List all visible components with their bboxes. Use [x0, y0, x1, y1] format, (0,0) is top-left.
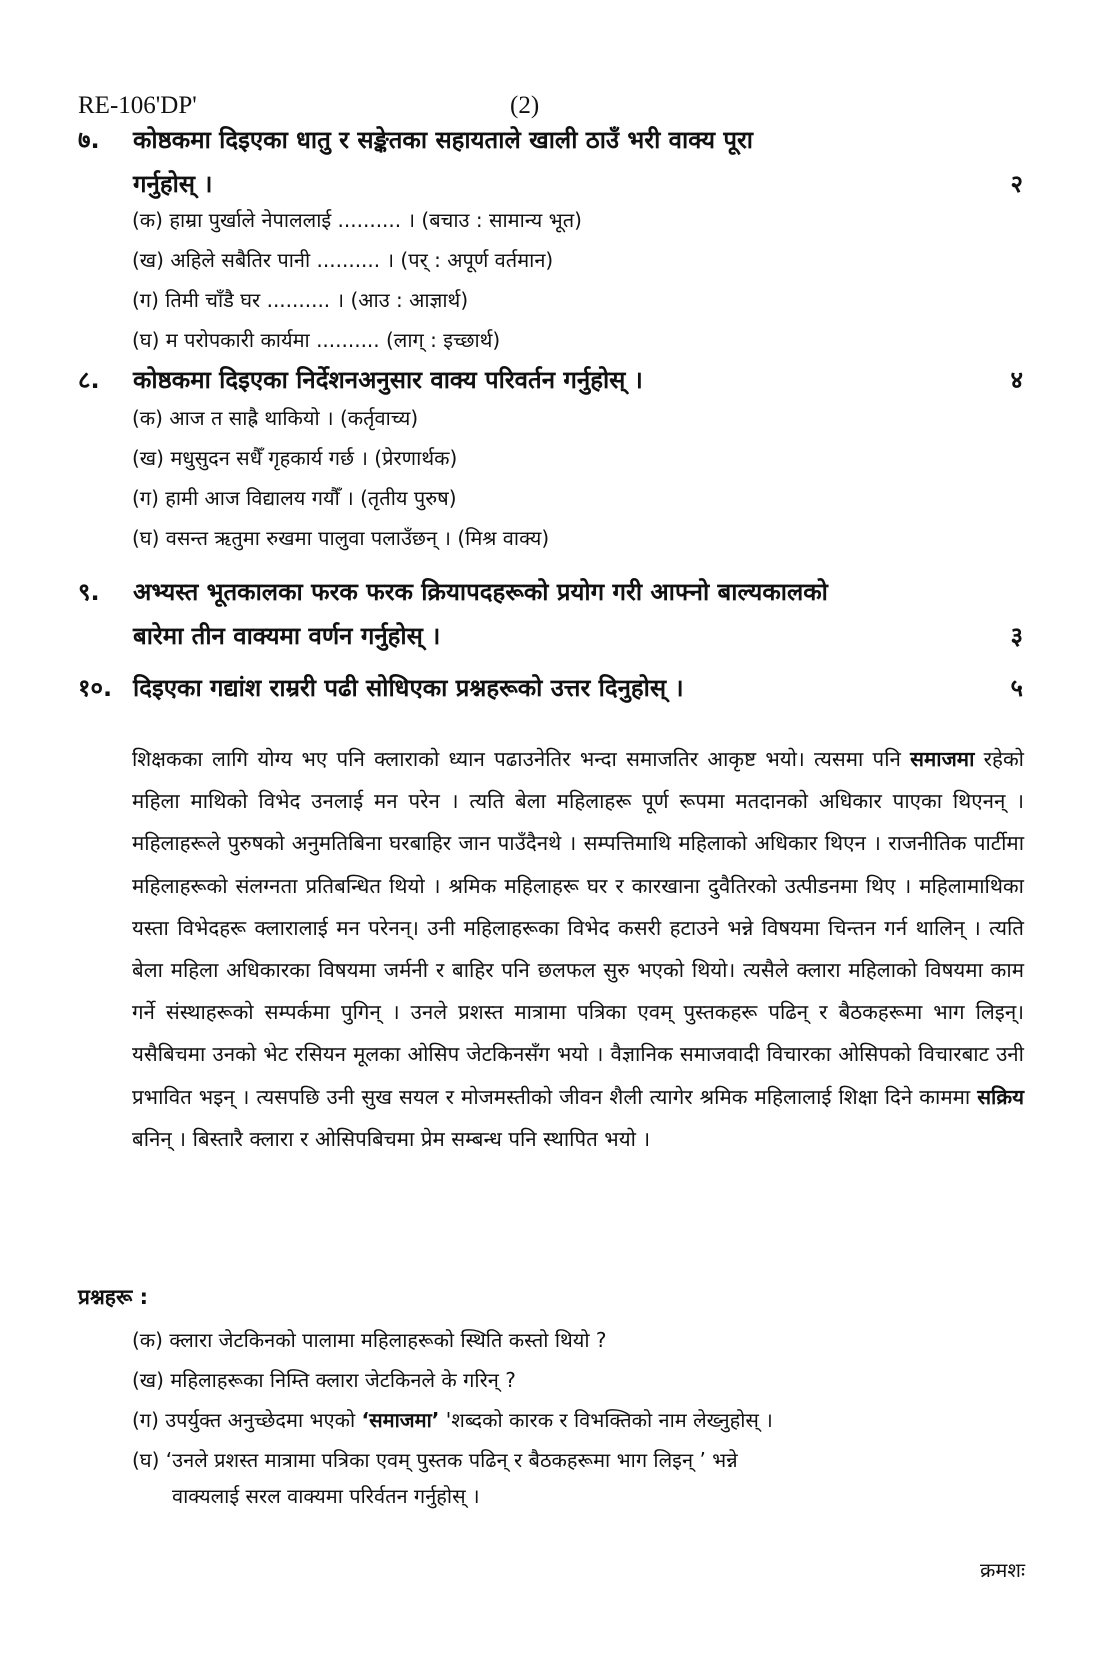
sub-question-text: 'शब्दको कारक र विभक्तिको नाम लेख्नुहोस् । — [439, 1408, 773, 1432]
question-marks: ३ — [1010, 622, 1023, 650]
question-10 — [78, 666, 1023, 710]
question-text — [133, 118, 1023, 206]
question-8 — [78, 358, 1023, 402]
sub-item: (क) हाम्रा पुर्खाले नेपाललाई .......... । (बचाउ : सामान्य भूत) — [132, 208, 582, 232]
sub-question: (ख) महिलाहरूका निम्ति क्लारा जेटकिनले के गरिन् ? — [132, 1368, 516, 1392]
passage-bold-word: समाजमा — [910, 747, 975, 771]
sub-question-bold-word: ‘समाजमा’ — [361, 1408, 440, 1432]
question-number: ९. — [78, 578, 100, 606]
question-text: दिइएका गद्यांश राम्ररी पढी सोधिएका प्रश्नहरूको उत्तर दिनुहोस् । — [133, 674, 684, 702]
questions-heading: प्रश्नहरू : — [78, 1285, 148, 1309]
sub-item: (घ) म परोपकारी कार्यमा .......... (लाग् : इच्छार्थ) — [132, 328, 501, 352]
question-9 — [78, 570, 1023, 658]
sub-item: (ग) तिमी चाँडै घर .......... । (आउ : आज्ञार्थ) — [132, 288, 469, 312]
passage-bold-word: सक्रिय — [977, 1084, 1024, 1109]
continued-marker: क्रमशः — [980, 1558, 1025, 1582]
question-line: कोष्ठकमा दिइएका धातु र सङ्केतका सहायताले खाली ठाउँ भरी वाक्य पूरा — [133, 126, 754, 154]
question-line: गर्नुहोस् । — [133, 170, 213, 198]
passage-text: रहेको महिला माथिको विभेद उनलाई मन परेन । त्यति बेला महिलाहरू पूर्ण रूपमा मतदानको अधिकार पाएका थिएनन् । महिलाहरूले पुरुषको अनुमतिबिना घरबाहिर जान पाउँदैनथे । सम्पत्तिमाथि महिलाको अधिकार थिएन । राजनीतिक पार्टीमा महिलाहरूको संलग्नता प्रतिबन्धित थियो । श्रमिक महिलाहरू घर र कारखाना दुवैतिरको उत्पीडनमा थिए । महिलामाथिका यस्ता विभेदहरू क्लारालाई मन परेनन्। उनी महिलाहरूका विभेद कसरी हटाउने भन्ने विषयमा चिन्तन गर्न थालिन् । त्यति बेला महिला अधिकारका विषयमा जर्मनी र बाहिर पनि छलफल सुरु भएको थियो। त्यसैले क्लारा महिलाको विषयमा काम गर्ने संस्थाहरूको सम्पर्कमा पुगिन् । उनले प्रशस्त मात्रामा पत्रिका एवम् पुस्तकहरू पढिन् र बैठकहरूमा भाग लिइन्। यसैबिचमा उनको भेट रसियन मूलका ओसिप जेटकिनसँग भयो । वैज्ञानिक समाजवादी विचारका ओसिपको विचारबाट उनी प्रभावित भइन् । त्यसपछि उनी सुख सयल र मोजमस्तीको जीवन शैली त्यागेर श्रमिक महिलालाई शिक्षा दिने काममा — [132, 747, 1024, 1109]
reading-passage — [132, 738, 1024, 1160]
question-line: अभ्यस्त भूतकालका फरक फरक क्रियापदहरूको प्रयोग गरी आफ्नो बाल्यकालको — [133, 578, 828, 606]
question-text: कोष्ठकमा दिइएका निर्देशनअनुसार वाक्य परिवर्तन गर्नुहोस् । — [133, 366, 643, 394]
sub-item: (क) आज त साह्रै थाकियो । (कर्तृवाच्य) — [132, 406, 419, 430]
sub-item: (घ) वसन्त ऋतुमा रुखमा पालुवा पलाउँछन् । (मिश्र वाक्य) — [132, 526, 550, 550]
question-line: बारेमा तीन वाक्यमा वर्णन गर्नुहोस् । — [133, 622, 441, 650]
sub-item: (ख) अहिले सबैतिर पानी .......... । (पर् : अपूर्ण वर्तमान) — [132, 248, 554, 272]
sub-question: (क) क्लारा जेटकिनको पालामा महिलाहरूको स्थिति कस्तो थियो ? — [132, 1328, 607, 1352]
page-number: (2) — [510, 92, 540, 119]
paper-code: RE-106'DP' — [78, 92, 197, 119]
passage-text: शिक्षकका लागि योग्य भए पनि क्लाराको ध्यान पढाउनेतिर भन्दा समाजतिर आकृष्ट भयो। त्यसमा पनि — [132, 747, 911, 771]
passage-text: बनिन् । बिस्तारै क्लारा र ओसिपबिचमा प्रेम सम्बन्ध पनि स्थापित भयो । — [132, 1126, 651, 1151]
sub-item: (ग) हामी आज विद्यालय गयौँ । (तृतीय पुरुष) — [132, 486, 457, 510]
sub-question-text: (ग) उपर्युक्त अनुच्छेदमा भएको — [132, 1408, 362, 1432]
sub-question-continuation: वाक्यलाई सरल वाक्यमा परिर्वतन गर्नुहोस् । — [172, 1484, 480, 1508]
sub-question — [132, 1400, 773, 1440]
question-marks: २ — [1010, 170, 1023, 198]
question-number: १०. — [78, 674, 113, 702]
question-number: ८. — [78, 366, 100, 394]
question-marks: ५ — [1010, 674, 1023, 702]
question-7 — [78, 118, 1023, 206]
question-text — [133, 570, 1023, 658]
question-marks: ४ — [1010, 366, 1023, 394]
question-number: ७. — [78, 126, 100, 154]
sub-item: (ख) मधुसुदन सधैँ गृहकार्य गर्छ । (प्रेरणार्थक) — [132, 446, 458, 470]
sub-question: (घ) ‘उनले प्रशस्त मात्रामा पत्रिका एवम् पुस्तक पढिन् र बैठकहरूमा भाग लिइन् ’ भन्ने — [132, 1448, 738, 1472]
